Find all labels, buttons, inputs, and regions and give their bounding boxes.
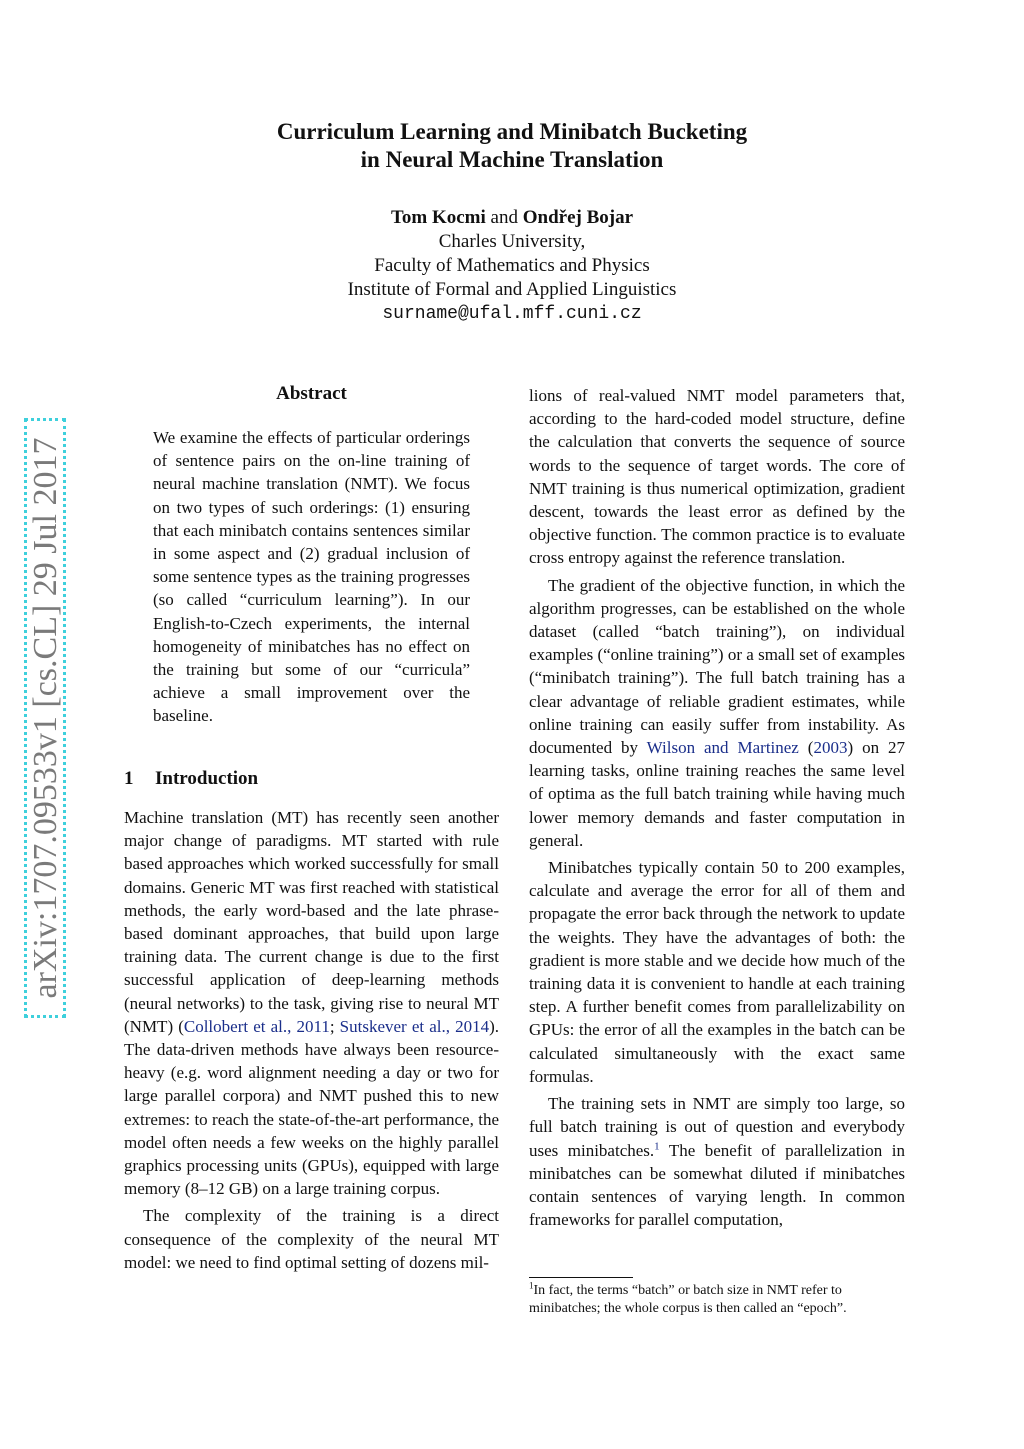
author-names [0, 206, 1024, 230]
author-email: surname@ufal.mff.cuni.cz [382, 304, 642, 324]
intro-paragraph-2: The complexity of the training is a direct consequence of the complexity of the neural MT model: we need to find optimal setting of dozens mil- [124, 1206, 499, 1272]
left-column [124, 806, 499, 1274]
citation-wilson-martinez[interactable]: Wilson and Martinez [646, 738, 799, 758]
text-run: on 27 learning tasks, online training reaches the same level of optima as the full batch training while having much lower memory demands and faster computation in general. [529, 738, 906, 850]
footnote-rule [529, 1277, 633, 1278]
title-line-2: in Neural Machine Translation [360, 147, 664, 172]
abstract-paragraph: We examine the effects of particular orderings of sentence pairs on the on-line training of neural machine translation (NMT). We focus on two types of such orderings: (1) ensuring that each minibatch contains sentences similar in some aspect and (2) gradual inclusion of some sentence types as the training progresses (so called “curriculum learning”). In our English-to-Czech experiments, the internal homogeneity of minibatches has no effect on the training but some of our “curricula” achieve a small improvement over the baseline. [153, 428, 470, 726]
text-run: ( [798, 738, 814, 758]
affiliation-2: Faculty of Mathematics and Physics [374, 255, 650, 276]
footnote-marker[interactable]: 1 [654, 1139, 660, 1152]
section-number: 1 [124, 768, 134, 789]
paper-title [0, 118, 1024, 174]
citation-year-2003[interactable]: 2003 [813, 738, 848, 758]
abstract-heading: Abstract [276, 383, 347, 404]
footnote [529, 1282, 905, 1318]
section-heading-introduction [124, 768, 258, 790]
footnote-number: 1 [529, 1280, 534, 1291]
text-run: The benefit of parallelization in minibatches can be somewhat diluted if minibatches contain sentences of varying length. In common frameworks for parallel computation, [529, 1140, 905, 1230]
right-column [529, 384, 905, 1231]
section-title: Introduction [155, 768, 259, 789]
footnote-text: In fact, the terms “batch” or batch size in NMT refer to minibatches; the whole corpus is then called an “epoch”. [529, 1283, 847, 1316]
text-run: The training sets in NMT are simply too large, so full batch training is out of question and everybody uses minibatches. [529, 1094, 905, 1160]
intro-paragraph-1 [124, 806, 499, 1200]
author-2: Ondřej Bojar [522, 207, 634, 228]
citation-sutskever[interactable]: Sutskever et al., 2014 [339, 1016, 490, 1036]
author-1: Tom Kocmi [390, 207, 486, 228]
title-line-1: Curriculum Learning and Minibatch Bucketing [276, 119, 748, 144]
text-run: ). The data-driven methods have always been resource-heavy (e.g. word alignment needing a day or two for large parallel corpora) and NMT pushed this to new extremes: to reach the state-of-the-art performance, the model often needs a few weeks on the highly parallel graphics processing units (GPUs), equipped with large memory (8–12 GB) on a large training corpus. [124, 1016, 499, 1199]
intro-paragraph-4 [529, 574, 905, 852]
author-block [0, 206, 1024, 326]
affiliation-3: Institute of Formal and Applied Linguistics [347, 279, 677, 300]
text-run: Machine translation (MT) has recently seen another major change of paradigms. MT started with rule based approaches which worked successfully for small domains. Generic MT was first reached with statistical methods, the early word-based and the late phrase-based dominant approaches, that build upon large training data. The current change is due to the first successful application of deep-learning methods (neural networks) to the task, giving rise to neural MT (NMT) ( [124, 808, 499, 1036]
citation-collobert[interactable]: Collobert et al., 2011 [183, 1016, 330, 1036]
intro-paragraph-5: Minibatches typically contain 50 to 200 examples, calculate and average the error for all of them and propagate the error back through the network to update the weights. They have the advantages of both: the gradient is more stable and we decide how much of the training data it is convenient to handle at each training step. A further benefit comes from parallelizability on GPUs: the error of all the examples in the batch can be calculated simultaneously with the exact same formulas. [529, 858, 905, 1086]
arxiv-stamp[interactable]: arXiv:1707.09533v1 [cs.CL] 29 Jul 2017 [24, 418, 66, 1018]
text-run: ; [329, 1016, 340, 1036]
intro-paragraph-3: lions of real-valued NMT model parameters that, according to the hard-coded model structure, define the calculation that converts the sequence of source words to the sequence of target words. The core of NMT training is thus numerical optimization, gradient descent, towards the least error as defined by the objective function. The common practice is to evaluate cross entropy against the reference translation. [529, 386, 905, 568]
abstract-text [153, 426, 470, 728]
intro-paragraph-6 [529, 1092, 905, 1231]
text-run: The gradient of the objective function, in which the algorithm progresses, can be established on the whole dataset (called “batch training”), on individual examples (“online training”) or a small set of examples (“minibatch training”). The full batch training has a clear advantage of reliable gradient estimates, while online training can easily suffer from instability. As documented by [529, 575, 905, 758]
affiliation-1: Charles University, [438, 231, 586, 252]
text-run: ) [847, 738, 854, 758]
author-conjunction: and [490, 207, 518, 228]
